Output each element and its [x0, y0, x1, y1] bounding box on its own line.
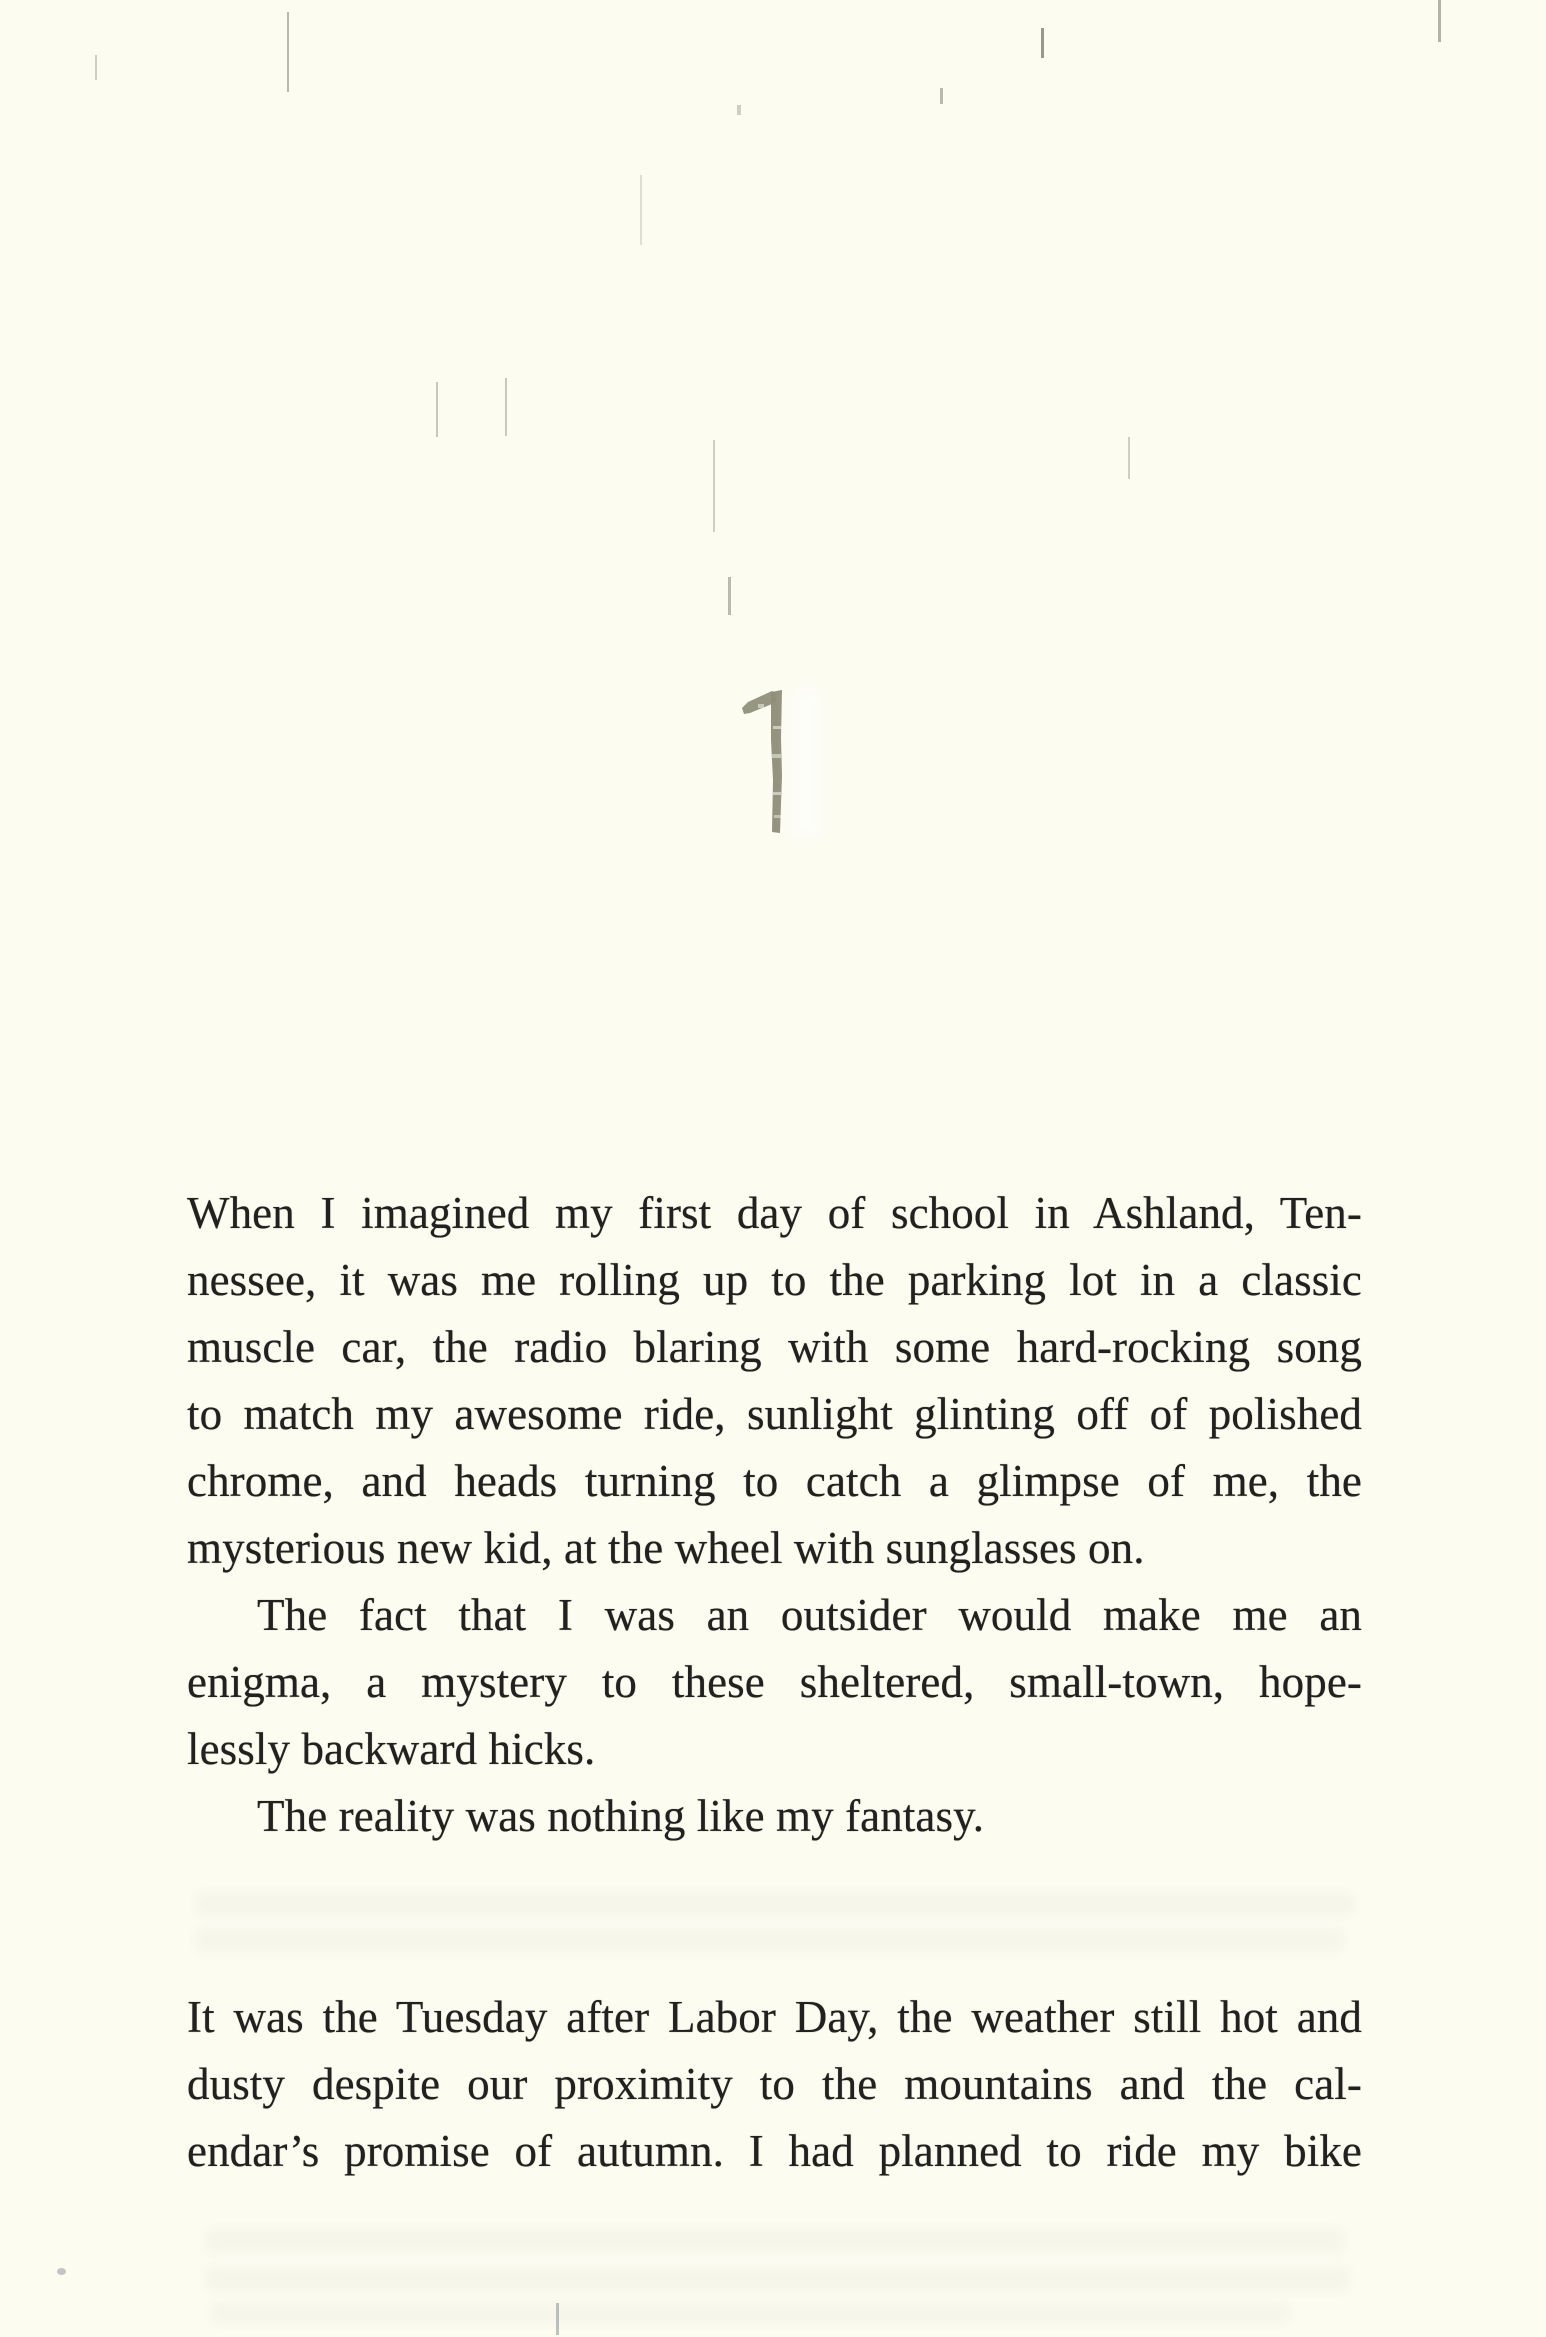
- scan-speck: [556, 2303, 559, 2335]
- chapter-number-glyph: [738, 680, 788, 840]
- text-line: lessly backward hicks.: [187, 1724, 596, 1774]
- scan-speck: [728, 577, 731, 615]
- page-text: [187, 1180, 1362, 2185]
- page-showthrough: [205, 2228, 1345, 2254]
- text-line: dusty despite our proximity to the mountains and the cal-: [187, 2059, 1362, 2109]
- text-line: The reality was nothing like my fantasy.: [257, 1791, 985, 1841]
- scan-speck: [1041, 28, 1044, 58]
- text-line: It was the Tuesday after Labor Day, the weather still hot and: [187, 1992, 1362, 2042]
- text-line: chrome, and heads turning to catch a glimpse of me, the: [187, 1456, 1362, 1506]
- text-line: The fact that I was an outsider would make me an: [257, 1590, 1362, 1640]
- paragraph-3: [187, 1783, 1362, 1850]
- text-line: mysterious new kid, at the wheel with sunglasses on.: [187, 1523, 1145, 1573]
- scan-speck: [287, 12, 289, 92]
- scan-speck: [505, 378, 507, 436]
- text-line: endar’s promise of autumn. I had planned to ride my bike: [187, 2126, 1362, 2176]
- paragraph-2: [187, 1582, 1362, 1783]
- page-showthrough: [210, 2302, 1290, 2324]
- scan-speck: [1438, 0, 1441, 42]
- scan-speck: [1128, 437, 1130, 479]
- paragraph-1: [187, 1180, 1362, 1582]
- chapter-number-text: [738, 680, 739, 681]
- scene-break: [187, 1850, 1362, 1984]
- text-line: enigma, a mystery to these sheltered, small-town, hope-: [187, 1657, 1362, 1707]
- chapter-number: [738, 680, 788, 840]
- page-showthrough: [205, 2266, 1350, 2292]
- text-line: When I imagined my first day of school in Ashland, Ten-: [187, 1188, 1362, 1238]
- scan-speck: [57, 2268, 66, 2275]
- scan-speck: [737, 105, 741, 115]
- text-line: muscle car, the radio blaring with some hard-rocking song: [187, 1322, 1362, 1372]
- scan-speck: [436, 382, 438, 437]
- scan-speck: [940, 88, 943, 104]
- scan-speck: [95, 55, 97, 80]
- scan-light-streak: [792, 688, 820, 838]
- scan-speck: [713, 440, 715, 532]
- text-line: to match my awesome ride, sunlight glinting off of polished: [187, 1389, 1362, 1439]
- scan-speck: [640, 175, 642, 245]
- text-line: nessee, it was me rolling up to the parking lot in a classic: [187, 1255, 1362, 1305]
- paragraph-4: [187, 1984, 1362, 2185]
